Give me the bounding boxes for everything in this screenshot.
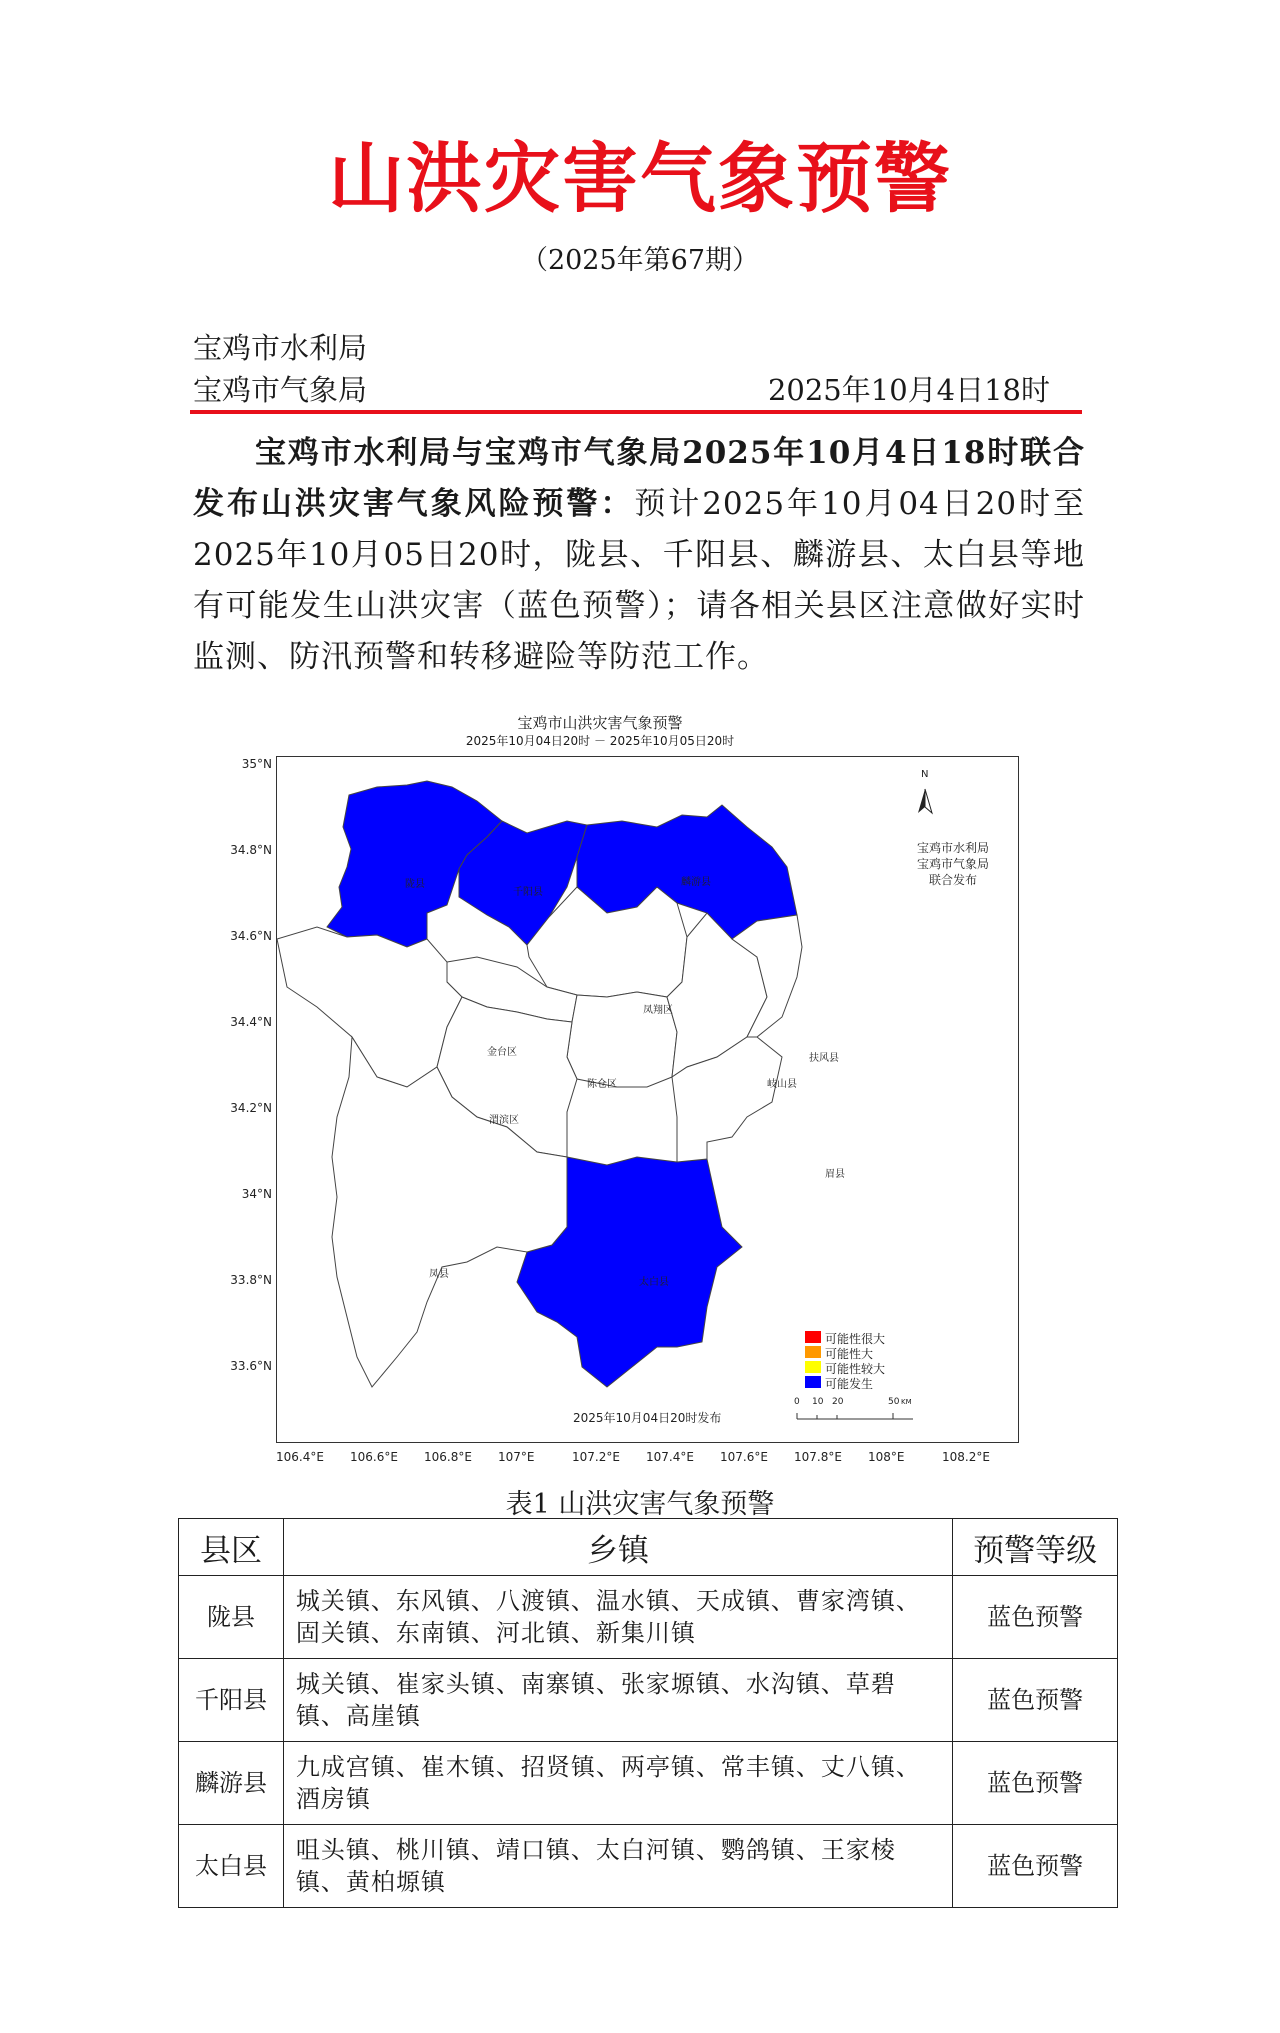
table-row: [179, 1742, 1118, 1825]
legend-label: 可能性大: [825, 1347, 874, 1361]
lat-tick-label: 33.8°N: [230, 1273, 272, 1287]
scale-label-20: 20: [832, 1397, 844, 1407]
row-towns: 城关镇、崔家头镇、南寨镇、张家塬镇、水沟镇、草碧镇、高崖镇: [283, 1659, 952, 1742]
lon-tick-label: 107.2°E: [572, 1450, 620, 1464]
lon-tick-label: 107°E: [498, 1450, 535, 1464]
label-fufeng: 扶风县: [809, 1053, 839, 1064]
legend-swatch: [805, 1376, 821, 1388]
header-county: 县区: [179, 1519, 284, 1576]
scale-label-50: 50: [888, 1397, 900, 1407]
warning-paragraph: [193, 428, 1085, 683]
header-level: 预警等级: [953, 1519, 1118, 1576]
row-county: 千阳县: [179, 1659, 284, 1742]
issuer-water-bureau: 宝鸡市水利局: [193, 331, 368, 365]
lat-tick-label: 34.2°N: [230, 1101, 272, 1115]
lon-tick-label: 107.8°E: [794, 1450, 842, 1464]
label-meixian: 眉县: [825, 1169, 845, 1180]
lon-tick-label: 106.6°E: [350, 1450, 398, 1464]
legend-label: 可能发生: [825, 1377, 874, 1391]
lon-tick-label: 107.4°E: [646, 1450, 694, 1464]
issue-number: （2025年第67期）: [520, 245, 760, 276]
table-caption: 表1 山洪灾害气象预警: [505, 1489, 775, 1520]
lat-tick-label: 33.6°N: [230, 1359, 272, 1373]
row-county: 麟游县: [179, 1742, 284, 1825]
warning-table: [178, 1518, 1118, 1908]
label-fengxiang: 凤翔区: [643, 1005, 673, 1016]
header-divider: [190, 410, 1082, 414]
table-row: [179, 1659, 1118, 1742]
lat-tick-label: 35°N: [241, 757, 272, 771]
legend-swatch: [805, 1346, 821, 1358]
label-taibai: 太白县: [639, 1277, 669, 1288]
scale-label-km: KM: [901, 1398, 912, 1406]
table-row: [179, 1825, 1118, 1908]
lat-tick-label: 34°N: [241, 1187, 272, 1201]
issue-time: 2025年10月4日18时: [767, 373, 1050, 407]
lon-tick-label: 107.6°E: [720, 1450, 768, 1464]
document-title: 山洪灾害气象预警: [328, 134, 952, 223]
paragraph-lead: 宝鸡市水利局与宝鸡市气象局2025年10月4日18时联合发布山洪灾害气象风险预警：: [193, 435, 1085, 522]
label-qianyang: 千阳县: [513, 887, 543, 898]
row-towns: 咀头镇、桃川镇、靖口镇、太白河镇、鹦鸽镇、王家棱镇、黄柏塬镇: [283, 1825, 952, 1908]
legend-swatch: [805, 1361, 821, 1373]
row-county: 陇县: [179, 1576, 284, 1659]
label-weibin: 渭滨区: [489, 1115, 519, 1126]
issuer-meteorological-bureau: 宝鸡市气象局: [193, 373, 368, 407]
row-level: 蓝色预警: [953, 1659, 1118, 1742]
map-title: 宝鸡市山洪灾害气象预警: [517, 714, 683, 732]
row-towns: 九成宫镇、崔木镇、招贤镇、两亭镇、常丰镇、丈八镇、酒房镇: [283, 1742, 952, 1825]
lat-tick-label: 34.6°N: [230, 929, 272, 943]
map-publisher-2: 宝鸡市气象局: [917, 857, 990, 871]
row-county: 太白县: [179, 1825, 284, 1908]
header-towns: 乡镇: [283, 1519, 952, 1576]
row-towns: 城关镇、东风镇、八渡镇、温水镇、天成镇、曹家湾镇、固关镇、东南镇、河北镇、新集川镇: [283, 1576, 952, 1659]
lon-tick-label: 106.4°E: [276, 1450, 324, 1464]
north-arrow-icon: [915, 781, 935, 815]
row-level: 蓝色预警: [953, 1742, 1118, 1825]
map-publisher-3: 联合发布: [929, 873, 978, 887]
lon-tick-label: 108°E: [868, 1450, 905, 1464]
warning-map: [276, 756, 1019, 1443]
lon-tick-label: 106.8°E: [424, 1450, 472, 1464]
map-svg: [277, 757, 1017, 1441]
row-level: 蓝色预警: [953, 1825, 1118, 1908]
paragraph-body: 预计2025年10月04日20时至2025年10月05日20时，陇县、千阳县、麟游县、太白县等地有可能发生山洪灾害（蓝色预警）；请各相关县区注意做好实时监测、防汛预警和转移避险等防范工作。: [193, 486, 1086, 675]
scale-bar: [795, 1409, 917, 1423]
map-subtitle: 2025年10月04日20时 － 2025年10月05日20时: [465, 734, 735, 748]
label-qishan: 岐山县: [767, 1079, 797, 1090]
scale-label-0: 0: [794, 1397, 800, 1407]
table-header-row: [179, 1519, 1118, 1576]
legend-label: 可能性很大: [825, 1332, 886, 1346]
lat-tick-label: 34.8°N: [230, 843, 272, 857]
label-longxian: 陇县: [405, 879, 425, 890]
legend-label: 可能性较大: [825, 1362, 886, 1376]
map-publisher-1: 宝鸡市水利局: [917, 841, 990, 855]
lat-tick-label: 34.4°N: [230, 1015, 272, 1029]
lon-tick-label: 108.2°E: [942, 1450, 990, 1464]
row-level: 蓝色预警: [953, 1576, 1118, 1659]
scale-label-10: 10: [812, 1397, 824, 1407]
label-jintai: 金台区: [487, 1047, 517, 1058]
legend-swatch: [805, 1331, 821, 1343]
table-row: [179, 1576, 1118, 1659]
label-linyou: 麟游县: [681, 877, 711, 888]
north-label: N: [921, 769, 929, 780]
label-chencang: 陈仓区: [587, 1079, 617, 1090]
map-release-time: 2025年10月04日20时发布: [573, 1411, 722, 1425]
label-fengxian: 凤县: [429, 1269, 449, 1280]
